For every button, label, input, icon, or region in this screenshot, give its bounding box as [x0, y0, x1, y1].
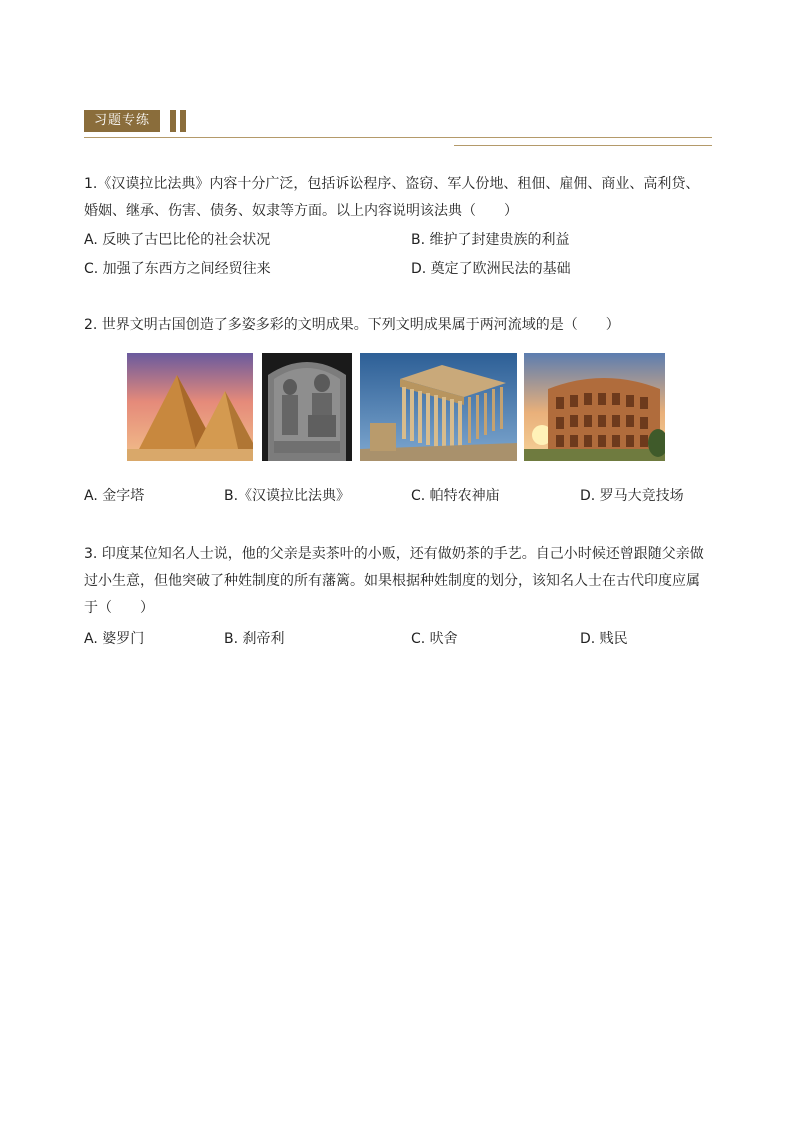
- divider-line: [84, 137, 712, 138]
- question-3-stem: 3. 印度某位知名人士说，他的父亲是卖茶叶的小贩，还有做奶茶的手艺。自己小时候还曾跟随父亲做过小生意，但他突破了种姓制度的所有藩篱。如果根据种姓制度的划分，该知名人士在古代印度应属于（ ）: [84, 546, 704, 616]
- option-a[interactable]: A. 婆罗门: [84, 631, 145, 647]
- question-2-images: [127, 353, 667, 463]
- option-c[interactable]: C. 吠舍: [411, 631, 458, 647]
- divider-line: [454, 145, 712, 146]
- question-1-stem: 1.《汉谟拉比法典》内容十分广泛，包括诉讼程序、盗窃、军人份地、租佃、雇佣、商业、高利贷、婚姻、继承、伤害、债务、奴隶等方面。以上内容说明该法典（ ）: [84, 176, 700, 219]
- option-a[interactable]: A. 金字塔: [84, 488, 145, 504]
- question-2-options: [84, 482, 712, 512]
- option-a[interactable]: A. 反映了古巴比伦的社会状况: [84, 232, 271, 248]
- pyramids-photo: [127, 353, 253, 461]
- question-1-options: [84, 226, 712, 286]
- option-b[interactable]: B. 维护了封建贵族的利益: [411, 232, 570, 248]
- parthenon-photo: [360, 353, 517, 461]
- section-header: [84, 110, 712, 150]
- hammurabi-stele-photo: [262, 353, 352, 461]
- question-2-stem: 2. 世界文明古国创造了多姿多彩的文明成果。下列文明成果属于两河流域的是（ ）: [84, 317, 620, 333]
- decor-bar: [170, 110, 176, 132]
- decor-bar: [180, 110, 186, 132]
- option-d[interactable]: D. 罗马大竞技场: [580, 488, 684, 504]
- option-d[interactable]: D. 贱民: [580, 631, 628, 647]
- section-tag: 习题专练: [84, 110, 160, 132]
- option-b[interactable]: B.《汉谟拉比法典》: [224, 488, 351, 504]
- question-3-options: [84, 625, 712, 655]
- option-b[interactable]: B. 刹帝利: [224, 631, 285, 647]
- option-d[interactable]: D. 奠定了欧洲民法的基础: [411, 261, 571, 277]
- option-c[interactable]: C. 加强了东西方之间经贸往来: [84, 261, 271, 277]
- option-c[interactable]: C. 帕特农神庙: [411, 488, 500, 504]
- colosseum-photo: [524, 353, 665, 461]
